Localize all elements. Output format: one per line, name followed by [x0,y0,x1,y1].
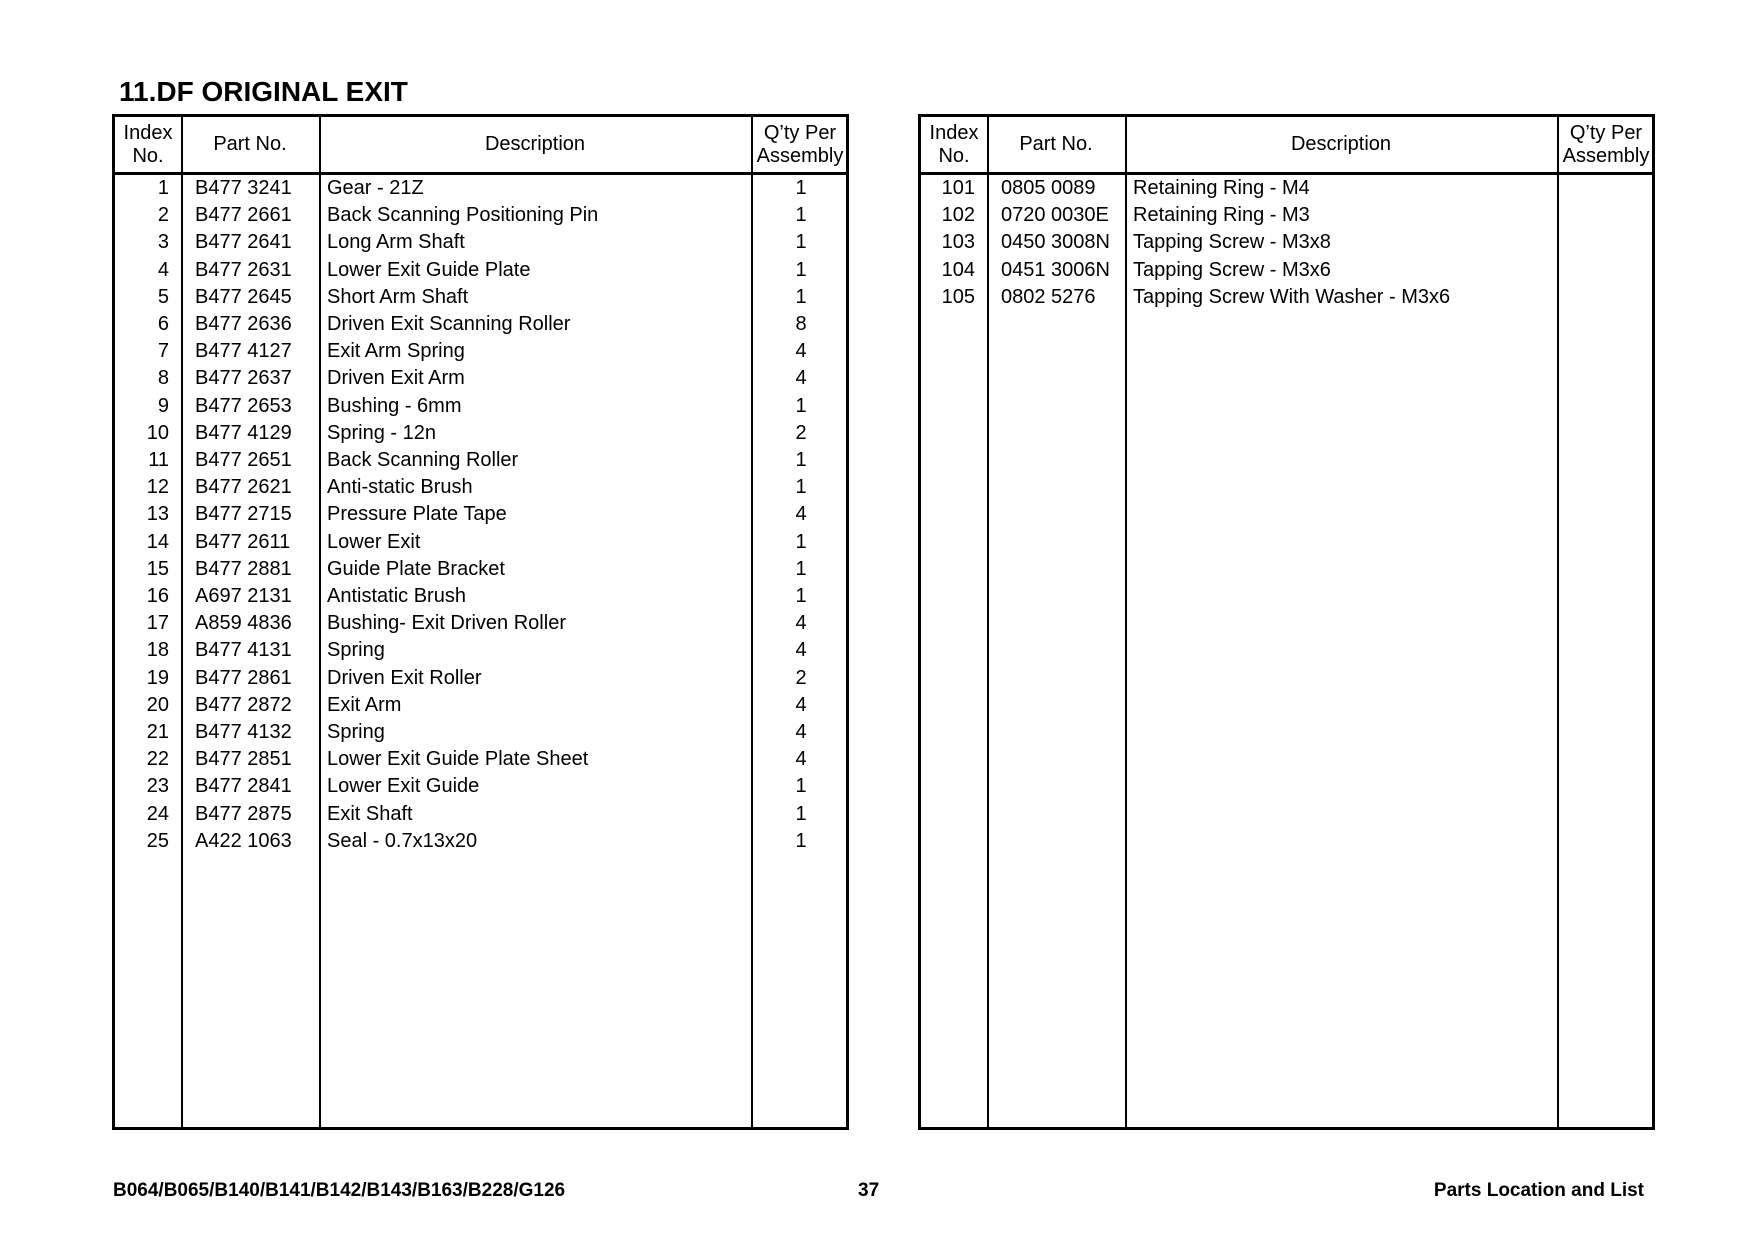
cell-part-no: A859 4836 [195,612,292,635]
table-row [115,420,846,447]
cell-description: Exit Arm [327,693,402,716]
cell-qty: 1 [795,204,807,227]
table-row [115,393,846,420]
cell-part-no: B477 2875 [195,802,292,825]
header-index-line2: No. [132,144,164,167]
cell-index: 13 [146,503,169,526]
cell-qty: 2 [795,421,807,444]
cell-description: Long Arm Shaft [327,231,465,254]
header-index-line1: Index [123,121,173,144]
cell-part-no: B477 2872 [195,693,292,716]
cell-part-no: B477 2621 [195,476,292,499]
table-row [115,665,846,692]
header-part-no [987,117,1125,172]
cell-description: Tapping Screw - M3x8 [1133,231,1331,254]
cell-description: Back Scanning Positioning Pin [327,204,599,227]
cell-qty: 2 [795,666,807,689]
cell-qty: 4 [795,693,807,716]
cell-qty: 4 [795,503,807,526]
header-qty-line2: Assembly [756,144,844,167]
cell-part-no: 0451 3006N [1001,258,1110,281]
cell-description: Spring - 12n [327,421,436,444]
cell-description: Lower Exit Guide Plate Sheet [327,748,589,771]
table-row [115,501,846,528]
cell-part-no: 0720 0030E [1001,204,1109,227]
cell-description: Driven Exit Roller [327,666,482,689]
table-row [115,284,846,311]
cell-part-no: B477 2851 [195,748,292,771]
cell-index: 10 [146,421,169,444]
cell-qty: 1 [795,231,807,254]
table-row [115,338,846,365]
cell-part-no: B477 2715 [195,503,292,526]
cell-qty: 4 [795,612,807,635]
cell-description: Lower Exit Guide Plate [327,258,531,281]
cell-qty: 1 [795,775,807,798]
header-index-line1: Index [929,121,979,144]
table-row [115,583,846,610]
table-header [115,117,846,175]
cell-index: 9 [157,394,169,417]
table-row [115,746,846,773]
cell-description: Bushing- Exit Driven Roller [327,612,566,635]
cell-qty: 4 [795,721,807,743]
header-index [921,117,987,172]
cell-part-no: B477 4127 [195,340,292,363]
table-row [921,284,1652,311]
cell-index: 104 [941,258,975,281]
cell-description: Gear - 21Z [327,177,424,199]
cell-qty: 1 [795,829,807,852]
cell-part-no: B477 2841 [195,775,292,798]
cell-qty: 1 [795,585,807,607]
cell-index: 20 [146,693,169,716]
cell-description: Pressure Plate Tape [327,503,507,526]
table-row [921,202,1652,229]
table-row [115,311,846,338]
footer-section: Parts Location and List [1433,1180,1644,1201]
cell-part-no: B477 2637 [195,367,292,390]
table-row [115,447,846,474]
cell-index: 17 [146,612,169,635]
cell-description: Spring [327,721,385,743]
cell-qty: 1 [795,258,807,281]
table-row [921,257,1652,284]
header-qty [751,117,849,172]
cell-index: 25 [146,829,169,852]
cell-index: 5 [157,285,169,308]
table-row [115,202,846,229]
cell-description: Driven Exit Scanning Roller [327,313,571,335]
cell-index: 12 [146,476,169,499]
header-index [115,117,181,172]
table-row [115,175,846,202]
cell-qty: 1 [795,476,807,499]
cell-part-no: B477 4131 [195,639,292,662]
cell-qty: 1 [795,802,807,825]
header-qty-line1: Q’ty Per [763,121,837,144]
cell-description: Exit Arm Spring [327,340,465,363]
cell-part-no: B477 2651 [195,449,292,471]
header-description-label: Description [1290,133,1392,155]
cell-index: 11 [148,449,169,471]
cell-index: 24 [146,802,169,825]
table-row [115,365,846,392]
cell-index: 105 [941,285,975,308]
table-row [115,773,846,800]
cell-description: Short Arm Shaft [327,285,469,308]
footer-models: B064/B065/B140/B141/B142/B143/B163/B228/G126 [113,1180,566,1201]
cell-index: 19 [146,666,169,689]
cell-index: 4 [157,258,169,281]
cell-index: 16 [146,585,169,607]
cell-index: 103 [941,231,975,254]
cell-part-no: B477 2653 [195,394,292,417]
cell-part-no: B477 2631 [195,258,292,281]
cell-index: 14 [146,530,169,553]
cell-qty: 4 [795,639,807,662]
cell-index: 22 [146,748,169,771]
table-row [115,610,846,637]
parts-table-right [918,114,1655,1130]
cell-qty: 8 [795,313,807,335]
cell-description: Retaining Ring - M4 [1133,177,1310,199]
cell-part-no: B477 4132 [195,721,292,743]
table-row [115,692,846,719]
header-qty [1557,117,1655,172]
cell-index: 101 [941,177,975,199]
table-row [115,529,846,556]
table-header [921,117,1652,175]
cell-description: Bushing - 6mm [327,394,462,417]
table-row [921,229,1652,256]
cell-index: 8 [157,367,169,390]
cell-description: Antistatic Brush [327,585,466,607]
cell-part-no: B477 4129 [195,421,292,444]
cell-part-no: B477 3241 [195,177,292,199]
table-row [115,828,846,855]
cell-description: Anti-static Brush [327,476,473,499]
cell-qty: 1 [795,285,807,308]
header-description [1125,117,1557,172]
header-index-line2: No. [938,144,970,167]
cell-qty: 1 [795,177,807,199]
table-row [115,637,846,664]
cell-qty: 1 [795,394,807,417]
cell-description: Retaining Ring - M3 [1133,204,1310,227]
cell-description: Lower Exit [327,530,421,553]
cell-qty: 4 [795,367,807,390]
cell-description: Lower Exit Guide [327,775,480,798]
table-row [115,229,846,256]
table-row [115,257,846,284]
cell-index: 21 [146,721,169,743]
cell-description: Spring [327,639,385,662]
cell-index: 18 [146,639,169,662]
cell-part-no: B477 2861 [195,666,292,689]
cell-qty: 4 [795,340,807,363]
table-row [115,801,846,828]
header-part-no-label: Part No. [213,133,287,155]
cell-index: 2 [157,204,169,227]
header-description [319,117,751,172]
header-qty-line2: Assembly [1562,144,1650,167]
table-row [115,474,846,501]
cell-description: Exit Shaft [327,802,413,825]
cell-description: Driven Exit Arm [327,367,465,390]
cell-part-no: 0802 5276 [1001,285,1096,308]
cell-index: 15 [146,557,169,580]
cell-part-no: B477 2645 [195,285,292,308]
cell-index: 23 [146,775,169,798]
parts-table-left [112,114,849,1130]
table-row [921,175,1652,202]
cell-index: 1 [157,177,169,199]
cell-part-no: B477 2661 [195,204,292,227]
header-qty-line1: Q’ty Per [1569,121,1643,144]
header-description-label: Description [484,133,586,155]
cell-description: Back Scanning Roller [327,449,519,471]
header-part-no-label: Part No. [1019,133,1093,155]
cell-index: 7 [157,340,169,363]
cell-part-no: A422 1063 [195,829,292,852]
cell-index: 102 [941,204,975,227]
cell-description: Tapping Screw - M3x6 [1133,258,1331,281]
page-title: 11.DF ORIGINAL EXIT [119,76,408,107]
cell-part-no: B477 2881 [195,557,292,580]
cell-description: Tapping Screw With Washer - M3x6 [1133,285,1451,308]
cell-part-no: 0450 3008N [1001,231,1110,254]
cell-index: 3 [157,231,169,254]
cell-qty: 1 [795,530,807,553]
cell-part-no: B477 2641 [195,231,292,254]
table-row [115,556,846,583]
cell-qty: 4 [795,748,807,771]
table-row [115,719,846,746]
cell-qty: 1 [795,449,807,471]
footer-page-number: 37 [858,1180,880,1201]
cell-part-no: 0805 0089 [1001,177,1096,199]
header-part-no [181,117,319,172]
cell-description: Seal - 0.7x13x20 [327,829,478,852]
cell-part-no: B477 2611 [195,530,291,553]
cell-index: 6 [157,313,169,335]
cell-part-no: A697 2131 [195,585,292,607]
cell-qty: 1 [795,557,807,580]
cell-part-no: B477 2636 [195,313,292,335]
cell-description: Guide Plate Bracket [327,557,505,580]
